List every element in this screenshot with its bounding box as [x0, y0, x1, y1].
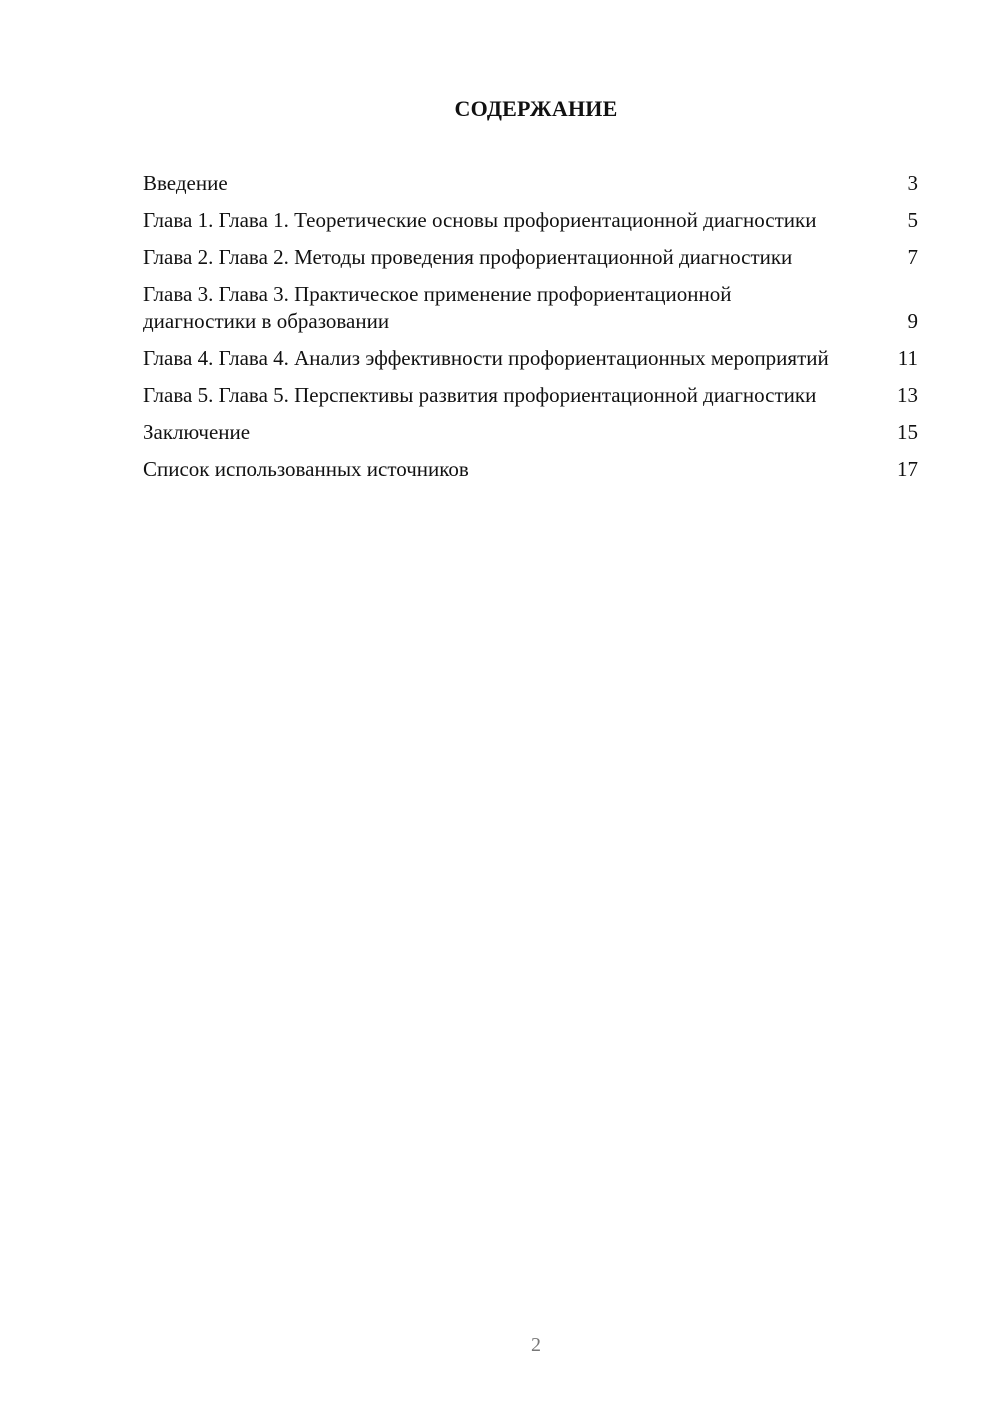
toc-entry-label: Список использованных источников: [143, 457, 469, 481]
toc-entry-label: Заключение: [143, 420, 251, 444]
toc-entry-introduction: [143, 170, 918, 197]
toc-entry-chapter-5: [143, 382, 918, 409]
toc-entry-references: [143, 456, 918, 483]
toc-entry-label: Глава 5. Глава 5. Перспективы развития профориентационной диагностики: [143, 383, 817, 407]
toc-entry-label: Глава 3. Глава 3. Практическое применение профориентационной диагностики в образовании: [143, 282, 732, 333]
toc-entry-page: 17: [897, 457, 918, 481]
toc-entry-chapter-4: [143, 345, 918, 372]
toc-entry-chapter-3: [143, 281, 918, 335]
toc-entry-chapter-2: [143, 244, 918, 271]
toc-entry-page: 5: [907, 208, 918, 232]
page-number: 2: [531, 1334, 541, 1356]
toc-entry-label: Введение: [143, 171, 228, 195]
toc-entry-page: 11: [897, 346, 918, 370]
toc-entry-page: 13: [897, 383, 918, 407]
toc-entry-label: Глава 4. Глава 4. Анализ эффективности профориентационных мероприятий: [143, 346, 829, 370]
toc-entry-label: Глава 1. Глава 1. Теоретические основы профориентационной диагностики: [143, 208, 817, 232]
table-of-contents: [143, 170, 918, 493]
toc-entry-conclusion: [143, 419, 918, 446]
toc-entry-label: Глава 2. Глава 2. Методы проведения профориентационной диагностики: [143, 245, 793, 269]
page-title: СОДЕРЖАНИЕ: [454, 96, 618, 121]
toc-entry-page: 9: [907, 309, 918, 333]
toc-entry-chapter-1: [143, 207, 918, 234]
toc-entry-page: 15: [897, 420, 918, 444]
toc-entry-page: 3: [907, 171, 918, 195]
toc-entry-page: 7: [907, 245, 918, 269]
